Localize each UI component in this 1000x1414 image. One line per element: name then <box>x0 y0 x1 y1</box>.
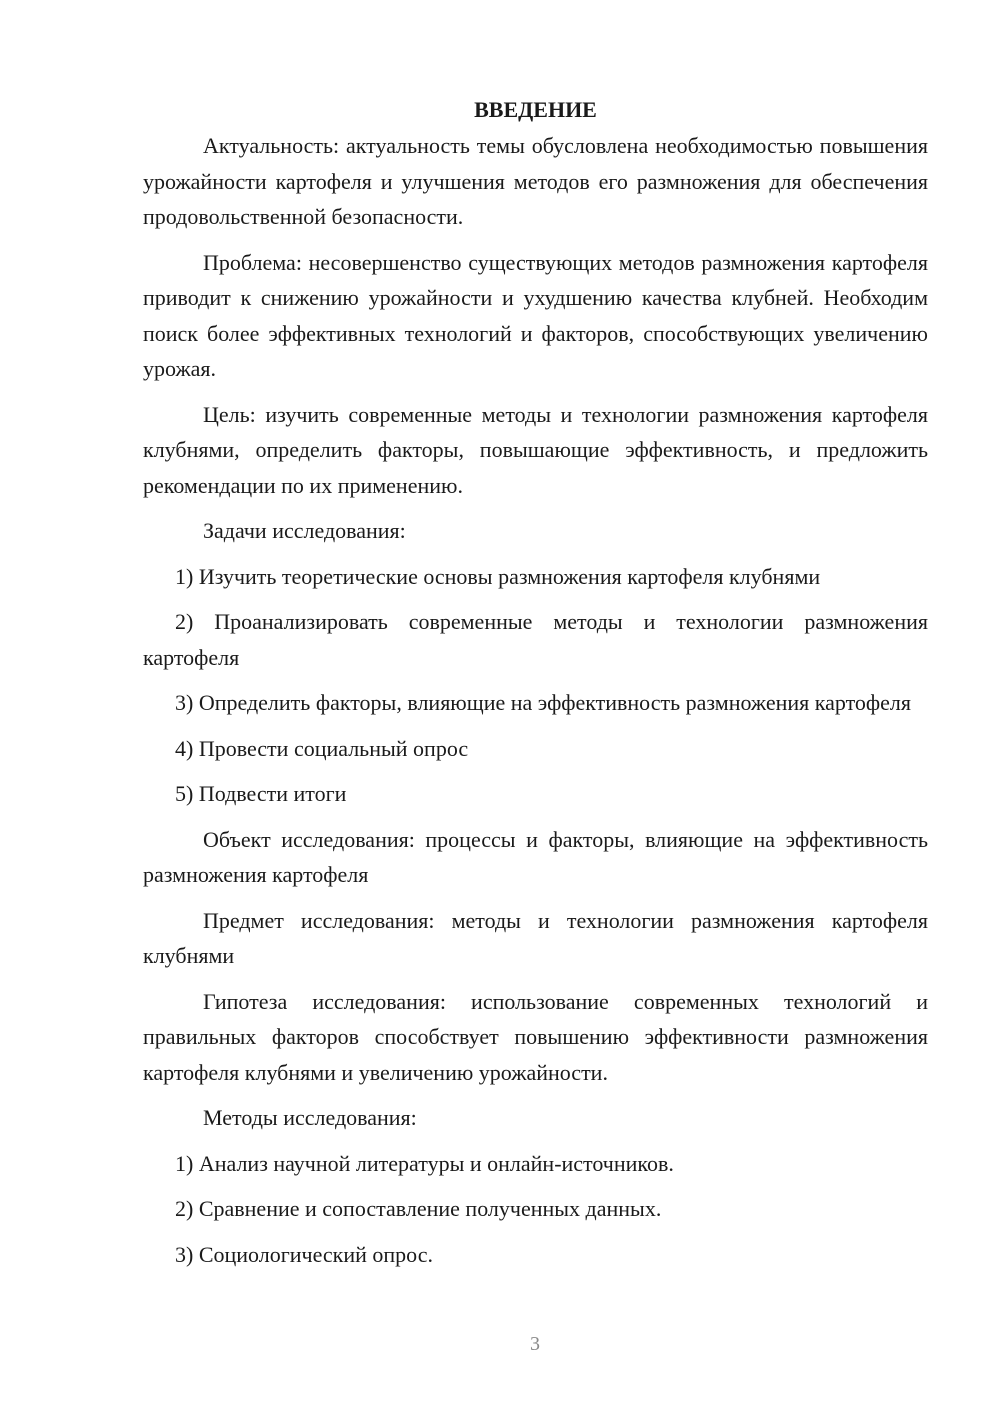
task-item: 3) Определить факторы, влияющие на эффективность размножения картофеля <box>175 690 912 715</box>
task-item: 4) Провести социальный опрос <box>175 735 469 761</box>
page-number: 3 <box>530 1333 540 1355</box>
paragraph-problem: Проблема: несовершенство существующих методов размножения картофеля приводит к снижению урожайности и ухудшению качества клубней. Необходим поиск более эффективных технологий и факторов, способствующих увеличению урожая. <box>143 249 928 381</box>
paragraph-hypothesis: Гипотеза исследования: использование современных технологий и правильных факторов способствует повышению эффективности размножения картофеля клубнями и увеличению урожайности. <box>143 988 928 1085</box>
method-item: 3) Социологический опрос. <box>175 1241 433 1267</box>
document-page <box>143 92 928 1282</box>
paragraph-goal: Цель: изучить современные методы и технологии размножения картофеля клубнями, определить факторы, повышающие эффективность, и предложить рекомендации по их применению. <box>143 401 928 498</box>
task-item: 2) Проанализировать современные методы и технологии размножения картофеля <box>143 609 928 670</box>
method-item: 2) Сравнение и сопоставление полученных данных. <box>175 1196 662 1221</box>
methods-title: Методы исследования: <box>203 1105 417 1130</box>
paragraph-object: Объект исследования: процессы и факторы, влияющие на эффективность размножения картофеля <box>143 826 928 887</box>
paragraph-subject: Предмет исследования: методы и технологии размножения картофеля клубнями <box>143 907 928 968</box>
section-heading: ВВЕДЕНИЕ <box>474 97 597 122</box>
task-item: 5) Подвести итоги <box>175 781 347 806</box>
task-item: 1) Изучить теоретические основы размножения картофеля клубнями <box>175 563 821 589</box>
paragraph-relevance: Актуальность: актуальность темы обусловлена необходимостью повышения урожайности картофеля и улучшения методов его размножения для обеспечения продовольственной безопасности. <box>143 133 928 229</box>
tasks-title: Задачи исследования: <box>203 518 406 543</box>
method-item: 1) Анализ научной литературы и онлайн-источников. <box>175 1150 674 1176</box>
